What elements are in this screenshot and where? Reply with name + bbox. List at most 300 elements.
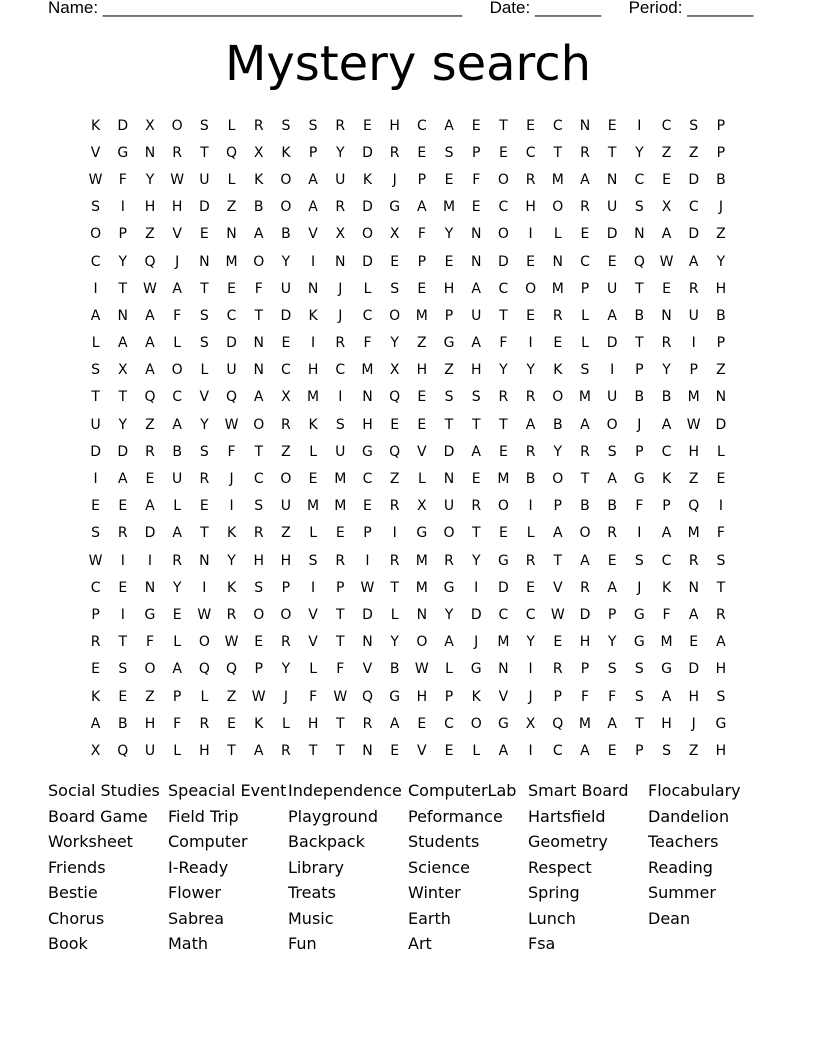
grid-letter: D bbox=[144, 525, 156, 542]
grid-letter: R bbox=[471, 498, 482, 515]
grid-letter: A bbox=[389, 715, 400, 732]
grid-letter: N bbox=[362, 634, 373, 651]
grid-row bbox=[82, 112, 735, 139]
grid-letter: E bbox=[716, 471, 726, 488]
grid-letter: F bbox=[662, 606, 671, 623]
grid-letter: J bbox=[283, 688, 288, 705]
grid-letter: N bbox=[362, 742, 373, 759]
grid-letter: E bbox=[281, 335, 291, 352]
grid-letter: A bbox=[607, 307, 617, 324]
grid-letter: P bbox=[417, 171, 427, 188]
grid-letter: S bbox=[308, 117, 318, 134]
grid-letter: M bbox=[307, 498, 320, 515]
grid-letter: Q bbox=[198, 661, 210, 678]
grid-letter: M bbox=[687, 389, 700, 406]
grid-letter: X bbox=[389, 226, 400, 243]
grid-letter: B bbox=[634, 389, 645, 406]
word-bank-item: Chorus bbox=[48, 908, 105, 928]
grid-letter: T bbox=[118, 634, 128, 651]
word-bank-item: Science bbox=[408, 857, 471, 877]
grid-letter: L bbox=[173, 742, 182, 759]
grid-letter: N bbox=[688, 579, 699, 596]
grid-letter: O bbox=[280, 471, 292, 488]
grid-letter: C bbox=[416, 117, 427, 134]
word-bank-row bbox=[48, 880, 788, 906]
grid-letter: U bbox=[607, 280, 618, 297]
grid-letter: G bbox=[389, 199, 401, 216]
grid-letter: K bbox=[553, 362, 563, 379]
grid-letter: P bbox=[607, 606, 617, 623]
grid-letter: S bbox=[199, 117, 209, 134]
grid-letter: A bbox=[688, 253, 699, 270]
grid-letter: Y bbox=[390, 335, 399, 352]
grid-letter: A bbox=[471, 443, 481, 460]
grid-letter: F bbox=[309, 688, 318, 705]
grid-letter: Y bbox=[390, 634, 399, 651]
grid-letter: P bbox=[716, 335, 726, 352]
grid-letter: N bbox=[362, 389, 373, 406]
grid-letter: A bbox=[607, 471, 617, 488]
grid-letter: Q bbox=[361, 688, 373, 705]
grid-letter: N bbox=[199, 253, 210, 270]
word-bank-item: Field Trip bbox=[168, 806, 239, 826]
grid-letter: V bbox=[417, 742, 427, 759]
grid-letter: A bbox=[580, 416, 590, 433]
grid-letter: R bbox=[525, 171, 536, 188]
grid-letter: M bbox=[497, 634, 510, 651]
grid-letter: O bbox=[171, 117, 183, 134]
grid-letter: G bbox=[470, 661, 482, 678]
grid-letter: H bbox=[307, 362, 319, 379]
word-bank-item: Speacial Event bbox=[168, 781, 287, 801]
grid-letter: F bbox=[499, 335, 508, 352]
grid-letter: A bbox=[172, 280, 182, 297]
grid-letter: W bbox=[224, 416, 239, 433]
grid-letter: B bbox=[253, 199, 264, 216]
grid-letter: X bbox=[389, 362, 400, 379]
grid-letter: P bbox=[91, 606, 100, 623]
grid-letter: T bbox=[499, 307, 508, 324]
grid-letter: V bbox=[308, 226, 318, 243]
grid-row bbox=[82, 465, 735, 492]
grid-letter: Z bbox=[688, 471, 699, 488]
grid-letter: J bbox=[528, 688, 533, 705]
grid-letter: G bbox=[661, 661, 672, 678]
grid-letter: T bbox=[553, 144, 563, 161]
grid-letter: O bbox=[497, 498, 509, 515]
grid-letter: G bbox=[362, 443, 373, 460]
word-bank-item: Fun bbox=[288, 934, 317, 954]
grid-letter: R bbox=[389, 144, 400, 161]
grid-letter: O bbox=[606, 416, 618, 433]
grid-letter: A bbox=[172, 661, 182, 678]
grid-letter: C bbox=[90, 253, 101, 270]
grid-letter: E bbox=[607, 552, 617, 569]
grid-letter: N bbox=[144, 579, 156, 596]
grid-letter: B bbox=[661, 389, 672, 406]
grid-letter: E bbox=[254, 634, 264, 651]
grid-letter: A bbox=[253, 742, 264, 759]
grid-letter: U bbox=[226, 362, 237, 379]
grid-letter: R bbox=[145, 443, 155, 460]
grid-letter: T bbox=[635, 715, 644, 732]
grid-letter: B bbox=[552, 416, 563, 433]
grid-letter: L bbox=[173, 498, 182, 515]
grid-letter: A bbox=[145, 307, 155, 324]
grid-letter: S bbox=[308, 552, 318, 569]
grid-letter: R bbox=[607, 525, 618, 542]
grid-letter: N bbox=[661, 307, 672, 324]
word-bank-item: Summer bbox=[648, 883, 716, 903]
grid-letter: R bbox=[389, 552, 400, 569]
grid-letter: I bbox=[311, 335, 316, 352]
grid-letter: P bbox=[635, 362, 644, 379]
grid-letter: L bbox=[309, 661, 317, 678]
grid-letter: H bbox=[688, 443, 699, 460]
grid-letter: R bbox=[335, 117, 346, 134]
grid-letter: H bbox=[579, 634, 591, 651]
grid-letter: H bbox=[661, 715, 672, 732]
grid-row bbox=[82, 221, 735, 248]
grid-letter: I bbox=[338, 389, 343, 406]
word-bank-item: Flower bbox=[168, 883, 221, 903]
grid-letter: G bbox=[443, 579, 455, 596]
grid-letter: Z bbox=[145, 416, 155, 433]
grid-letter: H bbox=[171, 199, 183, 216]
grid-letter: L bbox=[553, 226, 562, 243]
grid-letter: N bbox=[552, 253, 564, 270]
grid-letter: E bbox=[417, 280, 427, 297]
grid-letter: I bbox=[637, 525, 642, 542]
grid-letter: E bbox=[308, 471, 318, 488]
grid-letter: T bbox=[227, 742, 236, 759]
grid-letter: A bbox=[607, 715, 617, 732]
grid-row bbox=[82, 737, 735, 764]
grid-letter: W bbox=[414, 661, 429, 678]
grid-letter: B bbox=[525, 471, 536, 488]
grid-letter: E bbox=[118, 579, 128, 596]
grid-letter: B bbox=[634, 307, 645, 324]
grid-letter: T bbox=[200, 525, 209, 542]
grid-letter: O bbox=[497, 171, 509, 188]
grid-letter: L bbox=[717, 443, 725, 460]
grid-row bbox=[82, 139, 735, 166]
grid-letter: J bbox=[175, 253, 180, 270]
grid-letter: R bbox=[90, 634, 101, 651]
grid-letter: I bbox=[610, 362, 615, 379]
grid-letter: E bbox=[417, 715, 427, 732]
grid-letter: E bbox=[553, 634, 563, 651]
grid-letter: I bbox=[311, 579, 316, 596]
grid-letter: E bbox=[118, 498, 128, 515]
grid-letter: R bbox=[552, 307, 563, 324]
date-label: Date: bbox=[489, 0, 531, 17]
grid-letter: O bbox=[144, 661, 156, 678]
grid-letter: A bbox=[580, 171, 590, 188]
grid-letter: O bbox=[90, 226, 102, 243]
grid-letter: U bbox=[607, 199, 618, 216]
grid-letter: R bbox=[281, 634, 291, 651]
grid-letter: D bbox=[362, 199, 373, 216]
grid-letter: Y bbox=[444, 226, 454, 243]
grid-letter: Y bbox=[444, 606, 454, 623]
grid-letter: A bbox=[145, 362, 155, 379]
grid-letter: B bbox=[580, 498, 590, 515]
grid-letter: M bbox=[578, 389, 592, 406]
grid-letter: X bbox=[253, 144, 264, 161]
grid-letter: P bbox=[635, 742, 644, 759]
grid-letter: G bbox=[117, 144, 129, 161]
grid-letter: R bbox=[117, 525, 128, 542]
grid-letter: E bbox=[526, 117, 536, 134]
grid-letter: Y bbox=[227, 552, 236, 569]
grid-letter: L bbox=[581, 307, 589, 324]
grid-letter: M bbox=[361, 362, 374, 379]
grid-letter: F bbox=[173, 307, 182, 324]
grid-letter: L bbox=[173, 335, 182, 352]
grid-letter: O bbox=[253, 416, 265, 433]
grid-letter: X bbox=[661, 199, 672, 216]
grid-letter: S bbox=[444, 144, 454, 161]
grid-letter: Z bbox=[688, 144, 699, 161]
grid-letter: R bbox=[199, 471, 210, 488]
grid-letter: T bbox=[336, 715, 345, 732]
grid-letter: I bbox=[311, 253, 316, 270]
grid-letter: M bbox=[687, 525, 700, 542]
grid-letter: W bbox=[550, 606, 565, 623]
grid-letter: C bbox=[335, 362, 346, 379]
grid-letter: L bbox=[526, 525, 535, 542]
word-bank-row bbox=[48, 855, 788, 881]
grid-letter: O bbox=[470, 715, 482, 732]
grid-letter: M bbox=[307, 389, 320, 406]
grid-letter: S bbox=[254, 579, 264, 596]
word-bank-item: Geometry bbox=[528, 832, 608, 852]
grid-letter: P bbox=[444, 688, 454, 705]
word-bank-item: Treats bbox=[288, 883, 336, 903]
grid-letter: Z bbox=[417, 335, 427, 352]
grid-letter: R bbox=[389, 498, 400, 515]
grid-letter: R bbox=[580, 199, 590, 216]
grid-letter: L bbox=[200, 688, 209, 705]
grid-letter: E bbox=[227, 280, 236, 297]
grid-letter: E bbox=[580, 226, 590, 243]
grid-letter: Y bbox=[662, 362, 671, 379]
grid-letter: A bbox=[498, 742, 509, 759]
grid-letter: R bbox=[281, 416, 291, 433]
grid-letter: E bbox=[471, 199, 481, 216]
grid-letter: N bbox=[443, 471, 455, 488]
word-bank-item: Flocabulary bbox=[648, 781, 741, 801]
word-bank-item: Dean bbox=[648, 908, 691, 928]
grid-letter: H bbox=[470, 362, 482, 379]
grid-letter: P bbox=[308, 144, 318, 161]
grid-row bbox=[82, 330, 735, 357]
grid-letter: C bbox=[525, 144, 536, 161]
grid-letter: X bbox=[525, 715, 536, 732]
grid-letter: T bbox=[336, 742, 345, 759]
grid-letter: D bbox=[470, 606, 482, 623]
word-bank-item: Teachers bbox=[648, 832, 719, 852]
grid-letter: X bbox=[117, 362, 128, 379]
grid-letter: M bbox=[497, 471, 510, 488]
grid-letter: A bbox=[90, 307, 101, 324]
grid-letter: U bbox=[90, 416, 101, 433]
grid-letter: R bbox=[525, 389, 536, 406]
grid-row bbox=[82, 411, 735, 438]
word-bank-item: Respect bbox=[528, 857, 592, 877]
grid-row bbox=[82, 438, 735, 465]
grid-letter: O bbox=[552, 199, 564, 216]
grid-letter: U bbox=[280, 498, 292, 515]
grid-letter: U bbox=[335, 171, 346, 188]
grid-letter: J bbox=[637, 579, 642, 596]
grid-letter: T bbox=[308, 742, 318, 759]
grid-letter: R bbox=[335, 335, 346, 352]
grid-letter: D bbox=[579, 606, 591, 623]
grid-letter: S bbox=[716, 552, 726, 569]
grid-letter: M bbox=[334, 498, 347, 515]
grid-letter: A bbox=[444, 634, 454, 651]
grid-letter: D bbox=[498, 253, 509, 270]
grid-letter: B bbox=[389, 661, 400, 678]
grid-row bbox=[82, 357, 735, 384]
word-bank-item: Students bbox=[408, 832, 480, 852]
grid-letter: Z bbox=[281, 525, 291, 542]
grid-letter: M bbox=[551, 280, 564, 297]
grid-letter: G bbox=[497, 552, 509, 569]
grid-letter: S bbox=[471, 389, 481, 406]
grid-letter: R bbox=[362, 715, 373, 732]
grid-letter: T bbox=[390, 579, 399, 596]
grid-letter: R bbox=[335, 552, 346, 569]
grid-letter: R bbox=[199, 715, 210, 732]
grid-letter: E bbox=[526, 307, 536, 324]
grid-letter: B bbox=[117, 715, 128, 732]
grid-letter: L bbox=[282, 715, 290, 732]
grid-letter: Z bbox=[281, 443, 291, 460]
grid-letter: R bbox=[498, 389, 509, 406]
grid-letter: F bbox=[608, 688, 617, 705]
word-bank-item: Book bbox=[48, 934, 88, 954]
grid-letter: A bbox=[661, 226, 672, 243]
grid-row bbox=[82, 710, 735, 737]
grid-letter: F bbox=[580, 688, 589, 705]
grid-letter: F bbox=[254, 280, 263, 297]
grid-letter: N bbox=[117, 307, 129, 324]
word-bank-row bbox=[48, 778, 788, 804]
grid-letter: W bbox=[333, 688, 348, 705]
grid-letter: R bbox=[525, 443, 536, 460]
grid-letter: H bbox=[307, 715, 319, 732]
grid-letter: S bbox=[580, 362, 590, 379]
grid-letter: I bbox=[120, 199, 125, 216]
grid-letter: U bbox=[335, 443, 346, 460]
grid-letter: K bbox=[281, 144, 291, 161]
word-bank-item: Smart Board bbox=[528, 781, 629, 801]
grid-letter: L bbox=[417, 471, 426, 488]
grid-letter: F bbox=[716, 525, 725, 542]
grid-letter: U bbox=[199, 171, 210, 188]
grid-letter: A bbox=[716, 634, 726, 651]
grid-letter: A bbox=[172, 525, 182, 542]
grid-letter: G bbox=[416, 525, 428, 542]
grid-letter: R bbox=[580, 443, 590, 460]
grid-letter: V bbox=[362, 661, 373, 678]
grid-letter: E bbox=[227, 715, 236, 732]
grid-letter: O bbox=[361, 226, 373, 243]
grid-letter: H bbox=[280, 552, 292, 569]
grid-letter: G bbox=[633, 634, 645, 651]
grid-letter: L bbox=[363, 280, 372, 297]
grid-letter: F bbox=[635, 498, 644, 515]
grid-letter: S bbox=[281, 117, 291, 134]
grid-row bbox=[82, 683, 735, 710]
grid-letter: L bbox=[200, 362, 209, 379]
grid-letter: K bbox=[362, 171, 373, 188]
word-bank-item: Math bbox=[168, 934, 209, 954]
grid-letter: W bbox=[659, 253, 674, 270]
grid-letter: K bbox=[91, 117, 101, 134]
grid-letter: G bbox=[497, 715, 509, 732]
grid-letter: I bbox=[718, 498, 723, 515]
grid-letter: A bbox=[688, 606, 699, 623]
grid-letter: P bbox=[635, 443, 644, 460]
word-bank-item: Bestie bbox=[48, 883, 98, 903]
word-bank-item: Winter bbox=[408, 883, 461, 903]
grid-letter: Z bbox=[145, 688, 155, 705]
grid-letter: R bbox=[253, 525, 264, 542]
grid-letter: E bbox=[498, 144, 508, 161]
grid-letter: S bbox=[662, 742, 671, 759]
grid-letter: I bbox=[229, 498, 234, 515]
grid-letter: D bbox=[90, 443, 101, 460]
grid-row bbox=[82, 520, 735, 547]
grid-letter: X bbox=[281, 389, 291, 406]
grid-letter: D bbox=[362, 253, 373, 270]
period-blank: _______ bbox=[687, 0, 754, 17]
word-bank-item: Dandelion bbox=[648, 806, 730, 826]
grid-letter: W bbox=[143, 280, 157, 297]
grid-letter: R bbox=[580, 144, 590, 161]
grid-letter: N bbox=[253, 362, 264, 379]
grid-letter: H bbox=[199, 742, 210, 759]
word-bank-item: Art bbox=[408, 934, 432, 954]
grid-letter: L bbox=[390, 606, 399, 623]
grid-letter: V bbox=[308, 606, 318, 623]
grid-letter: L bbox=[309, 525, 317, 542]
grid-letter: Q bbox=[144, 389, 156, 406]
grid-letter: Y bbox=[200, 416, 209, 433]
grid-letter: I bbox=[202, 579, 207, 596]
grid-letter: O bbox=[280, 606, 292, 623]
grid-letter: N bbox=[470, 226, 482, 243]
grid-letter: I bbox=[637, 117, 642, 134]
grid-letter: M bbox=[415, 579, 428, 596]
grid-letter: K bbox=[254, 171, 264, 188]
grid-letter: G bbox=[389, 688, 401, 705]
grid-letter: P bbox=[716, 117, 726, 134]
grid-letter: P bbox=[118, 226, 127, 243]
grid-letter: Y bbox=[635, 144, 644, 161]
grid-letter: N bbox=[634, 226, 645, 243]
grid-letter: D bbox=[606, 226, 618, 243]
grid-letter: Q bbox=[552, 715, 564, 732]
grid-letter: R bbox=[552, 661, 563, 678]
grid-letter: I bbox=[392, 525, 397, 542]
grid-letter: E bbox=[417, 416, 427, 433]
grid-letter: H bbox=[715, 661, 727, 678]
